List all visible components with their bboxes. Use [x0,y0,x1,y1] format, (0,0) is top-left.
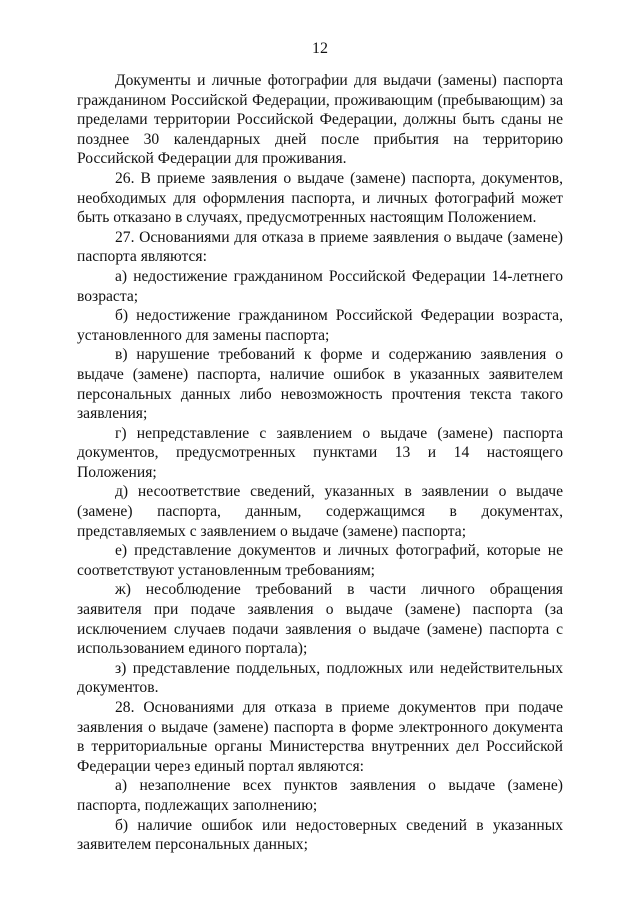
paragraph-27-b: б) недостижение гражданином Российской Федерации возраста, установленного для замены паспорта; [77,307,563,344]
paragraph-28-b: б) наличие ошибок или недостоверных сведений в указанных заявителем персональных данных; [77,816,563,854]
paragraph-28: 28. Основаниями для отказа в приеме документов при подаче заявления о выдаче (замене) паспорта в форме электронного документа в территориальные органы Министерства внутренних дел Российской Федерации через единый портал являются: [77,699,563,775]
paragraph-intro: Документы и личные фотографии для выдачи (замены) паспорта гражданином Российской Федерации, проживающим (пребывающим) за пределами территории Российской Федерации, должны быть сданы не позднее 30 календарных дней после прибытия на территорию Российской Федерации для проживания. [77,72,563,168]
paragraph-26: 26. В приеме заявления о выдаче (замене) паспорта, документов, необходимых для оформления паспорта, и личных фотографий может быть отказано в случаях, предусмотренных настоящим Положением. [77,169,563,227]
paragraph-27-d: д) несоответствие сведений, указанных в заявлении о выдаче (замене) паспорта, данным, содержащимся в документах, представляемых с заявлением о выдаче (замене) паспорта; [77,483,563,540]
paragraph-27-z: з) представление поддельных, подложных или недействительных документов. [77,659,563,697]
paragraph-27-zh: ж) несоблюдение требований в части личного обращения заявителя при подаче заявления о выдаче (замене) паспорта (за исключением случаев подачи заявления о выдаче (замене) паспорта с использованием единого портала); [77,581,563,658]
paragraph-27: 27. Основаниями для отказа в приеме заявления о выдаче (замене) паспорта являются: [77,228,563,266]
page-number: 12 [312,40,328,57]
paragraph-27-e: е) представление документов и личных фотографий, которые не соответствуют установленным требованиям; [77,542,563,579]
paragraph-27-g: г) непредставление с заявлением о выдаче (замене) паспорта документов, предусмотренных пунктами 13 и 14 настоящего Положения; [77,424,563,481]
document-body [77,71,563,855]
paragraph-27-v: в) нарушение требований к форме и содержанию заявления о выдаче (замене) паспорта, наличие ошибок в указанных заявителем персональных данных либо невозможность прочтения текста такого заявления; [77,346,563,423]
paragraph-27-a: а) недостижение гражданином Российской Федерации 14-летнего возраста; [77,267,563,305]
paragraph-28-a: а) незаполнение всех пунктов заявления о выдаче (замене) паспорта, подлежащих заполнению; [77,777,563,814]
